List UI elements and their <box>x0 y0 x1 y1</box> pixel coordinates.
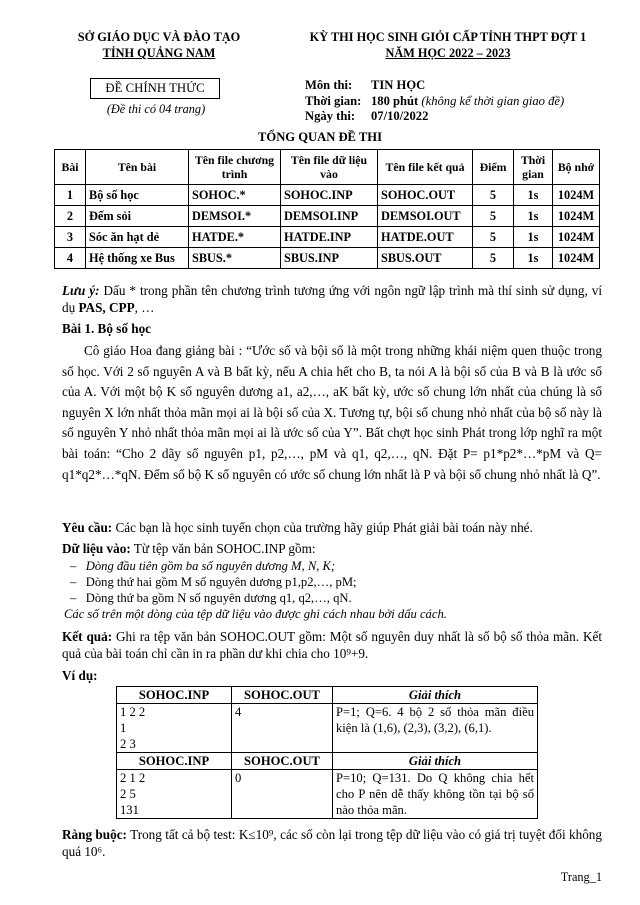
subject-row: Môn thi: TIN HỌC <box>305 78 426 92</box>
overview-cell: 5 <box>473 185 514 206</box>
overview-row <box>55 185 600 206</box>
school-year: NĂM HỌC 2022 – 2023 <box>385 46 511 60</box>
example-output: 4 <box>232 704 333 753</box>
department-name: SỞ GIÁO DỤC VÀ ĐÀO TẠO <box>77 30 241 44</box>
overview-cell: Hệ thống xe Bus <box>86 248 189 269</box>
example-row <box>117 770 538 819</box>
overview-header-row <box>55 150 600 185</box>
overview-cell: 1s <box>514 248 553 269</box>
exam-meta <box>305 78 564 125</box>
example-input-line: 2 5 <box>120 787 136 801</box>
overview-cell: 5 <box>473 248 514 269</box>
overview-cell: Đếm sỏi <box>86 206 189 227</box>
example-header-cell: Giải thích <box>333 687 538 704</box>
overview-cell: SBUS.* <box>189 248 281 269</box>
input-format-note: Các số trên một dòng của tệp dữ liệu vào được ghi cách nhau bởi dấu cách. <box>64 607 447 621</box>
overview-cell: SBUS.OUT <box>378 248 473 269</box>
col-output-file: Tên file kết quả <box>378 150 473 185</box>
example-header-cell: SOHOC.INP <box>117 753 232 770</box>
col-memory: Bộ nhớ <box>553 150 600 185</box>
col-program-file: Tên file chương trình <box>189 150 281 185</box>
overview-cell: 1s <box>514 206 553 227</box>
example-input-line: 2 3 <box>120 737 136 751</box>
problem1-constraints: Ràng buộc: Trong tất cả bộ test: K≤10⁹, các số còn lại trong tệp dữ liệu vào có giá trị tuyệt đối không quá 10⁶. <box>62 827 602 859</box>
overview-row <box>55 206 600 227</box>
overview-cell: HATDE.OUT <box>378 227 473 248</box>
examples-table <box>116 686 538 819</box>
example-header-cell: SOHOC.INP <box>117 687 232 704</box>
official-exam-box: ĐỀ CHÍNH THỨC <box>90 78 220 99</box>
overview-cell: 1s <box>514 185 553 206</box>
overview-cell: DEMSOI.OUT <box>378 206 473 227</box>
example-header-cell: Giải thích <box>333 753 538 770</box>
overview-cell: SOHOC.* <box>189 185 281 206</box>
overview-cell: 3 <box>55 227 86 248</box>
problem1-title: Bài 1. Bộ số học <box>62 321 152 336</box>
exam-name: KỲ THI HỌC SINH GIỎI CẤP TỈNH THPT ĐỢT 1 <box>309 30 587 44</box>
example-input <box>117 704 232 753</box>
page-count-note: (Đề thi có 04 trang) <box>106 102 206 116</box>
example-input-line: 1 2 2 <box>120 705 146 719</box>
input-line-1: – Dòng đầu tiên gồm ba số nguyên dương M, N, K; <box>70 559 336 573</box>
overview-table <box>54 149 600 269</box>
exam-header <box>278 29 618 61</box>
overview-cell: 1024M <box>553 227 600 248</box>
overview-title: TỔNG QUAN ĐỀ THI <box>258 130 382 144</box>
col-bai: Bài <box>55 150 86 185</box>
overview-cell: Bộ số học <box>86 185 189 206</box>
overview-cell: HATDE.INP <box>281 227 378 248</box>
problem1-input-heading: Dữ liệu vào: Từ tệp văn bản SOHOC.INP gồm: <box>62 541 316 556</box>
problem1-requirement: Yêu cầu: Các bạn là học sinh tuyển chọn của trường hãy giúp Phát giải bài toán này nhé. <box>62 520 533 535</box>
overview-cell: 5 <box>473 206 514 227</box>
overview-cell: SOHOC.OUT <box>378 185 473 206</box>
page-number: Trang_1 <box>560 870 602 884</box>
example-output: 0 <box>232 770 333 819</box>
problem1-input-lines <box>64 558 570 622</box>
overview-cell: 5 <box>473 227 514 248</box>
department-header <box>44 29 274 61</box>
col-ten-bai: Tên bài <box>86 150 189 185</box>
overview-cell: 4 <box>55 248 86 269</box>
overview-row <box>55 227 600 248</box>
language-note: Lưu ý: Dấu * trong phần tên chương trình tương ứng với ngôn ngữ lập trình mà thí sinh sử dụng, ví dụ PAS, CPP, … <box>62 283 602 315</box>
example-header-row <box>117 687 538 704</box>
example-header-row <box>117 753 538 770</box>
overview-cell: 1024M <box>553 185 600 206</box>
overview-cell: 2 <box>55 206 86 227</box>
overview-row <box>55 248 600 269</box>
example-input-line: 1 <box>120 721 127 735</box>
example-input-line: 2 1 2 <box>120 771 146 785</box>
overview-cell: 1s <box>514 227 553 248</box>
example-explanation: P=10; Q=131. Do Q không chia hết cho P nên dễ thấy không tồn tại bộ số nào thỏa mãn. <box>333 770 538 819</box>
example-explanation: P=1; Q=6. 4 bộ 2 số thỏa mãn điều kiện là (1,6), (2,3), (3,2), (6,1). <box>333 704 538 753</box>
exam-date-row: Ngày thi: 07/10/2022 <box>305 109 429 123</box>
overview-cell: 1 <box>55 185 86 206</box>
example-header-cell: SOHOC.OUT <box>232 753 333 770</box>
example-label: Ví dụ: <box>62 668 98 683</box>
province-name: TỈNH QUẢNG NAM <box>102 46 216 60</box>
example-header-cell: SOHOC.OUT <box>232 687 333 704</box>
input-line-2: – Dòng thứ hai gồm M số nguyên dương p1,p2,…, pM; <box>70 575 357 589</box>
example-input <box>117 770 232 819</box>
overview-cell: 1024M <box>553 206 600 227</box>
duration-row: Thời gian: 180 phút (không kể thời gian giao đề) <box>305 93 565 108</box>
example-input-line: 131 <box>120 803 139 817</box>
col-score: Điểm <box>473 150 514 185</box>
overview-cell: SOHOC.INP <box>281 185 378 206</box>
col-time: Thời gian <box>514 150 553 185</box>
overview-cell: SBUS.INP <box>281 248 378 269</box>
overview-cell: DEMSOI.* <box>189 206 281 227</box>
example-row <box>117 704 538 753</box>
problem1-output: Kết quả: Ghi ra tệp văn bản SOHOC.OUT gồm: Một số nguyên duy nhất là số bộ số thỏa mãn. Kết quả của bài toán chỉ cần in ra phần dư khi chia cho 10⁹+9. <box>62 629 602 661</box>
col-input-file: Tên file dữ liệu vào <box>281 150 378 185</box>
overview-cell: DEMSOI.INP <box>281 206 378 227</box>
overview-cell: HATDE.* <box>189 227 281 248</box>
problem1-statement: Cô giáo Hoa đang giảng bài : “Ước số và bội số là một trong những khái niệm quen thuộc trong số học. Với 2 số nguyên A và B bất kỳ, nếu A chia hết cho B, ta nói A là bội số của B và B là ước số của A. Với một bộ K số nguyên dương a1, a2,…, aK bất kỳ, ước số chung lớn nhất của chúng là số nguyên X lớn nhất thỏa mãn mọi ai là bội số của X. Tương tự, bội số chung nhỏ nhất của bộ số này là số nguyên Y nhỏ nhất thỏa mãn mọi ai là ước số của Y”. Bất chợt học sinh Phát trong lớp nghĩ ra một bài toán: “Cho 2 dãy số nguyên p1, p2,…, pM và q1, q2,…, qN. Đặt P= p1*p2*…*pM và Q= q1*q2*…*qN. Đếm số bộ K số nguyên có ước số chung lớn nhất là P và bội số chung nhỏ nhất là Q”. <box>62 343 602 482</box>
overview-cell: Sóc ăn hạt dẻ <box>86 227 189 248</box>
input-line-3: – Dòng thứ ba gồm N số nguyên dương q1, q2,…, qN. <box>70 591 352 605</box>
overview-cell: 1024M <box>553 248 600 269</box>
